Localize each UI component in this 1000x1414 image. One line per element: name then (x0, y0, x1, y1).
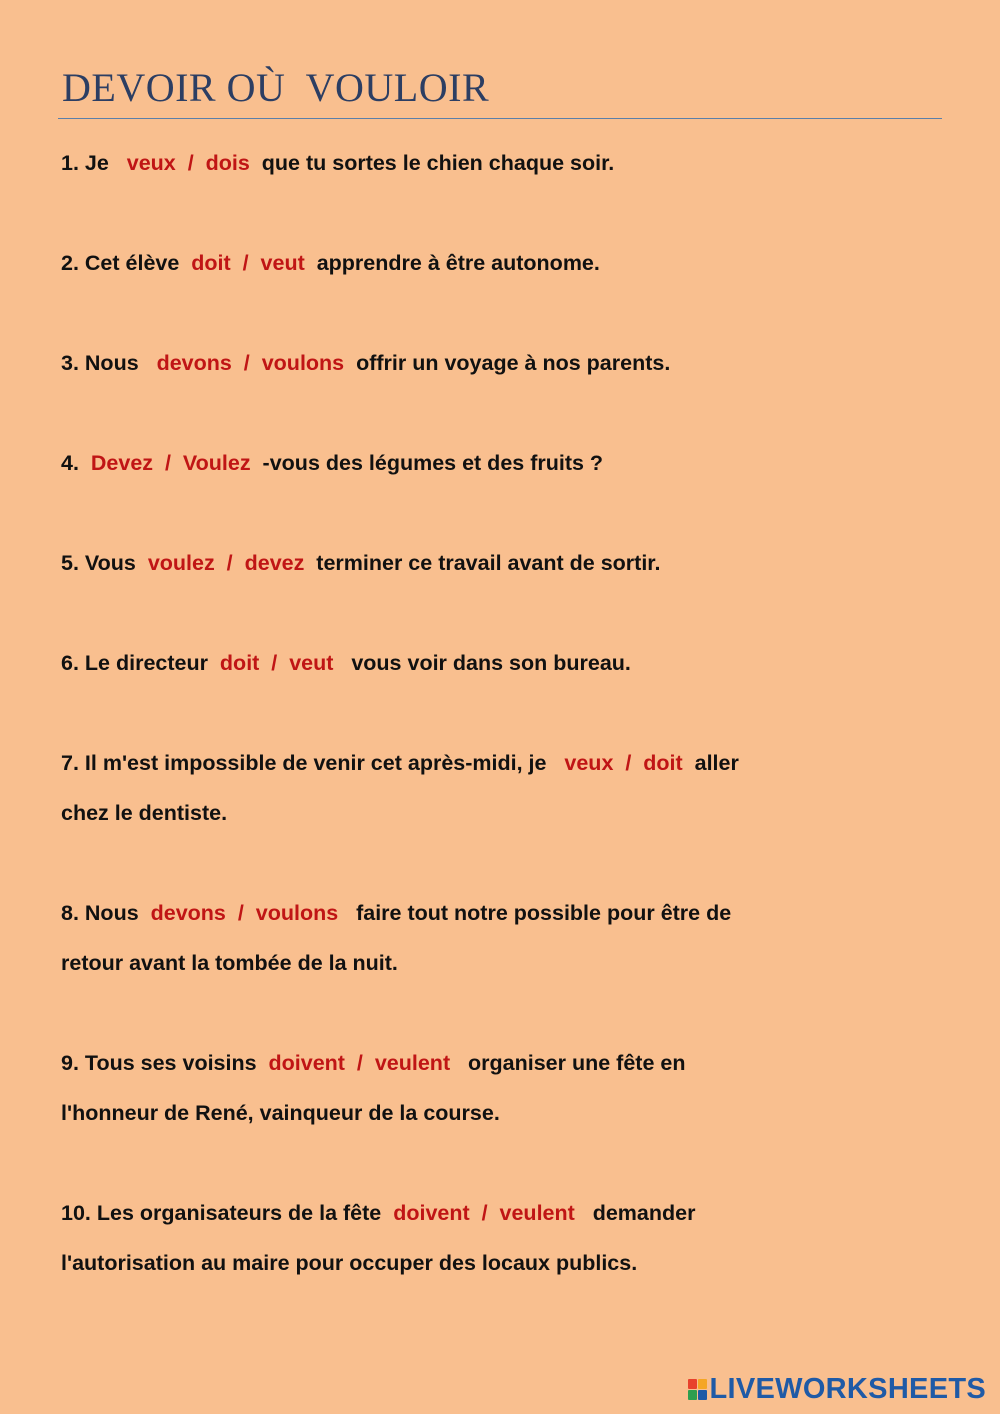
sentence-text: 3. Nous (61, 351, 157, 375)
sentence-text: 9. Tous ses voisins (61, 1051, 269, 1075)
sentence-text: organiser une fête en (450, 1051, 686, 1075)
choice-options[interactable]: Devez / Voulez (90, 451, 251, 475)
exercise-line (61, 550, 660, 576)
choice-options[interactable]: doivent / veulent (393, 1201, 575, 1225)
choice-options[interactable]: devons / voulons (150, 901, 339, 925)
exercise-line (61, 750, 739, 776)
exercise-line (61, 1100, 500, 1126)
sentence-text: apprendre à être autonome. (304, 251, 600, 275)
exercise-line (61, 350, 670, 376)
choice-options[interactable]: veux / dois (126, 151, 250, 175)
sentence-text: offrir un voyage à nos parents. (344, 351, 671, 375)
brand-name: LIVEWORKSHEETS (709, 1373, 986, 1405)
sentence-text: demander (574, 1201, 696, 1225)
sentence-text: faire tout notre possible pour être de (338, 901, 732, 925)
logo-block (688, 1379, 697, 1389)
sentence-text: vous voir dans son bureau. (333, 651, 631, 675)
choice-options[interactable]: doivent / veulent (268, 1051, 451, 1075)
sentence-text: chez le dentiste. (61, 801, 228, 825)
exercise-line (61, 250, 600, 276)
sentence-text: terminer ce travail avant de sortir. (304, 551, 661, 575)
sentence-text: 4. (61, 451, 91, 475)
sentence-text: 2. Cet élève (61, 251, 192, 275)
liveworksheets-logo-icon (688, 1379, 707, 1400)
choice-options[interactable]: devons / voulons (156, 351, 345, 375)
sentence-text: 8. Nous (61, 901, 151, 925)
sentence-text: aller (682, 751, 739, 775)
logo-block (698, 1379, 707, 1389)
sentence-text: 6. Le directeur (61, 651, 220, 675)
sentence-text: 1. Je (61, 151, 127, 175)
choice-options[interactable]: voulez / devez (147, 551, 305, 575)
choice-options[interactable]: veux / doit (564, 751, 683, 775)
choice-options[interactable]: doit / veut (219, 651, 334, 675)
sentence-text: l'autorisation au maire pour occuper des locaux publics. (61, 1251, 638, 1275)
exercise-line (61, 1200, 695, 1226)
exercise-line (61, 950, 398, 976)
title-divider (58, 118, 942, 119)
sentence-text: que tu sortes le chien chaque soir. (249, 151, 615, 175)
exercise-line (61, 150, 614, 176)
sentence-text: 10. Les organisateurs de la fête (61, 1201, 394, 1225)
sentence-text: 5. Vous (61, 551, 148, 575)
sentence-text: l'honneur de René, vainqueur de la course. (61, 1101, 500, 1125)
sentence-text: retour avant la tombée de la nuit. (61, 951, 398, 975)
footer-brand (688, 1373, 987, 1406)
sentence-text: -vous des légumes et des fruits ? (250, 451, 604, 475)
logo-block (688, 1390, 697, 1400)
choice-options[interactable]: doit / veut (191, 251, 305, 275)
worksheet-title: DEVOIR OÙ VOULOIR (62, 65, 490, 110)
exercise-line (61, 1250, 637, 1276)
sentence-text: 7. Il m'est impossible de venir cet après-midi, je (61, 751, 565, 775)
exercise-line (61, 1050, 685, 1076)
exercise-line (61, 450, 603, 476)
logo-block (698, 1390, 707, 1400)
exercise-line (61, 800, 227, 826)
exercise-line (61, 650, 631, 676)
exercise-line (61, 900, 731, 926)
